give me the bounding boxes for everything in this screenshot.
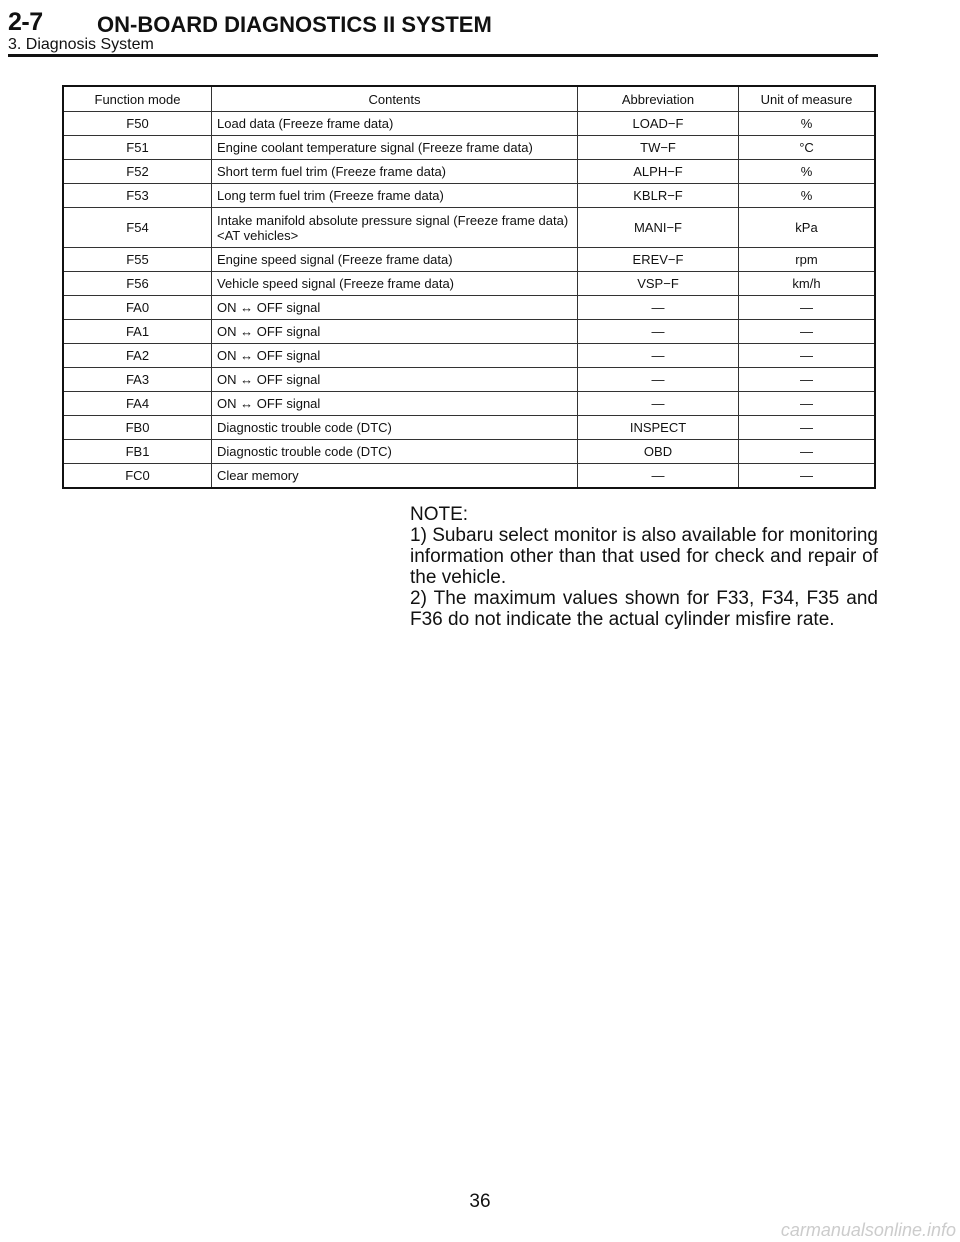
- table-row: [63, 464, 875, 488]
- note-item-2: 2) The maximum values shown for F33, F34, F35 and F36 do not indicate the actual cylinder misfire rate.: [410, 588, 878, 630]
- table-header-row: [63, 86, 875, 112]
- cell-abbreviation: INSPECT: [578, 416, 739, 440]
- cell-function-mode: FC0: [63, 464, 212, 488]
- cell-abbreviation: TW−F: [578, 136, 739, 160]
- cell-unit: %: [739, 112, 876, 136]
- cell-abbreviation: —: [578, 296, 739, 320]
- cell-unit: km/h: [739, 272, 876, 296]
- cell-function-mode: FA2: [63, 344, 212, 368]
- cell-abbreviation: VSP−F: [578, 272, 739, 296]
- column-header-function-mode: Function mode: [63, 86, 212, 112]
- cell-unit: —: [739, 464, 876, 488]
- cell-abbreviation: KBLR−F: [578, 184, 739, 208]
- cell-abbreviation: —: [578, 392, 739, 416]
- table-row: [63, 320, 875, 344]
- cell-unit: —: [739, 344, 876, 368]
- function-mode-table: [62, 85, 876, 489]
- watermark: carmanualsonline.info: [780, 1220, 956, 1240]
- cell-abbreviation: ALPH−F: [578, 160, 739, 184]
- cell-unit: rpm: [739, 248, 876, 272]
- cell-unit: —: [739, 368, 876, 392]
- table-row: [63, 248, 875, 272]
- cell-contents: Diagnostic trouble code (DTC): [212, 440, 578, 464]
- cell-contents: Short term fuel trim (Freeze frame data): [212, 160, 578, 184]
- cell-contents: Clear memory: [212, 464, 578, 488]
- cell-function-mode: F54: [63, 208, 212, 248]
- column-header-unit: Unit of measure: [739, 86, 876, 112]
- cell-unit: —: [739, 440, 876, 464]
- table-row: [63, 112, 875, 136]
- table-row: [63, 296, 875, 320]
- table-row: [63, 184, 875, 208]
- cell-function-mode: F50: [63, 112, 212, 136]
- cell-function-mode: FA1: [63, 320, 212, 344]
- table-row: [63, 440, 875, 464]
- cell-unit: —: [739, 296, 876, 320]
- table-row: [63, 368, 875, 392]
- cell-contents: ON ↔ OFF signal: [212, 392, 578, 416]
- cell-contents: Engine speed signal (Freeze frame data): [212, 248, 578, 272]
- table-row: [63, 160, 875, 184]
- table-row: [63, 136, 875, 160]
- cell-unit: —: [739, 320, 876, 344]
- cell-function-mode: FB1: [63, 440, 212, 464]
- cell-unit: %: [739, 160, 876, 184]
- cell-unit: —: [739, 392, 876, 416]
- header-rule: [8, 54, 878, 57]
- cell-abbreviation: —: [578, 320, 739, 344]
- cell-contents: Vehicle speed signal (Freeze frame data): [212, 272, 578, 296]
- cell-function-mode: FA4: [63, 392, 212, 416]
- cell-abbreviation: LOAD−F: [578, 112, 739, 136]
- cell-function-mode: F53: [63, 184, 212, 208]
- note-block: [410, 504, 878, 630]
- cell-unit: °C: [739, 136, 876, 160]
- cell-contents: ON ↔ OFF signal: [212, 296, 578, 320]
- cell-abbreviation: —: [578, 464, 739, 488]
- cell-function-mode: F51: [63, 136, 212, 160]
- table-row: [63, 208, 875, 248]
- cell-function-mode: F55: [63, 248, 212, 272]
- cell-abbreviation: MANI−F: [578, 208, 739, 248]
- note-heading: NOTE:: [410, 504, 469, 525]
- cell-unit: %: [739, 184, 876, 208]
- table-row: [63, 272, 875, 296]
- cell-abbreviation: —: [578, 344, 739, 368]
- cell-function-mode: F52: [63, 160, 212, 184]
- cell-contents: Engine coolant temperature signal (Freeze frame data): [212, 136, 578, 160]
- cell-abbreviation: EREV−F: [578, 248, 739, 272]
- cell-contents: ON ↔ OFF signal: [212, 368, 578, 392]
- cell-function-mode: F56: [63, 272, 212, 296]
- table-row: [63, 344, 875, 368]
- cell-function-mode: FA3: [63, 368, 212, 392]
- cell-contents: Intake manifold absolute pressure signal (Freeze frame data) <AT vehicles>: [212, 208, 578, 248]
- cell-contents: ON ↔ OFF signal: [212, 320, 578, 344]
- cell-function-mode: FA0: [63, 296, 212, 320]
- note-item-1: 1) Subaru select monitor is also available for monitoring information other than that used for check and repair of the vehicle.: [410, 525, 878, 588]
- table-row: [63, 416, 875, 440]
- column-header-contents: Contents: [212, 86, 578, 112]
- cell-function-mode: FB0: [63, 416, 212, 440]
- column-header-abbreviation: Abbreviation: [578, 86, 739, 112]
- section-title: ON-BOARD DIAGNOSTICS II SYSTEM: [97, 12, 492, 37]
- cell-contents: Long term fuel trim (Freeze frame data): [212, 184, 578, 208]
- cell-unit: kPa: [739, 208, 876, 248]
- cell-unit: —: [739, 416, 876, 440]
- cell-abbreviation: —: [578, 368, 739, 392]
- cell-contents: Load data (Freeze frame data): [212, 112, 578, 136]
- section-number: 2-7: [8, 8, 43, 36]
- cell-abbreviation: OBD: [578, 440, 739, 464]
- cell-contents: ON ↔ OFF signal: [212, 344, 578, 368]
- page-number: 36: [469, 1191, 491, 1212]
- table-body: [63, 112, 875, 488]
- table-row: [63, 392, 875, 416]
- cell-contents: Diagnostic trouble code (DTC): [212, 416, 578, 440]
- subsection-title: 3. Diagnosis System: [8, 36, 154, 53]
